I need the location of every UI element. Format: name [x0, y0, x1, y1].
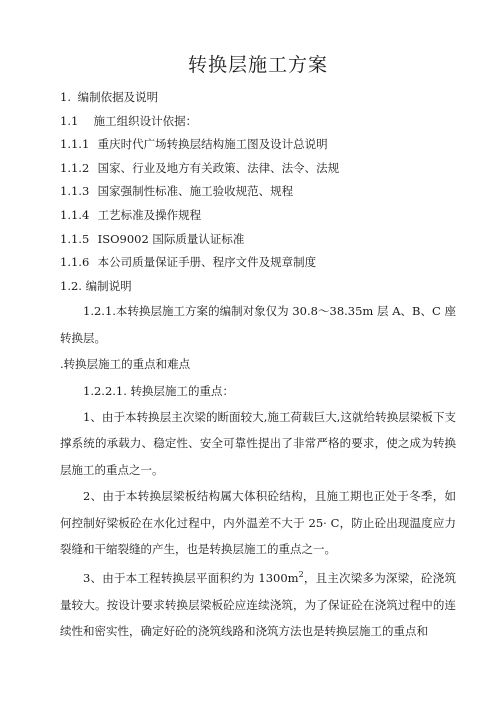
- item-number: 1.1.5: [60, 231, 90, 246]
- item-number: 1.1.1: [60, 137, 90, 152]
- section-1-2-heading: 1.2. 编制说明: [60, 278, 132, 293]
- item-number: 1.1.6: [60, 255, 90, 270]
- item-text: 本公司质量保证手册、程序文件及规章制度: [97, 255, 317, 270]
- point-3-text-rest: ，且主次梁多为深梁，砼浇筑量较大。按设计要求转换层梁板砼应连续浇筑，为了保证砼在浇筑过程中的连续性和密实性，确定好砼的浇筑线路和浇筑方法也是转换层施工的重点和: [60, 571, 456, 639]
- item-text: 国家、行业及地方有关政策、法律、法令、法规: [97, 160, 340, 175]
- item-text: 重庆时代广场转换层结构施工图及设计总说明: [97, 137, 328, 152]
- item-text: ISO9002 国际质量认证标准: [97, 231, 245, 246]
- point-paragraph-1: 1、由于本转换层主次梁的断面较大,施工荷载巨大,这就给转换层梁板下支撑系统的承载力、稳定性、安全可靠性提出了非常严格的要求，使之成为转换层施工的重点之一。: [60, 409, 456, 477]
- superscript-2: 2: [298, 570, 304, 580]
- list-item: [60, 180, 456, 204]
- scope-paragraph: 1.2.1.本转换层施工方案的编制对象仅为 30.8～38.35m 层 A、B、C 座转换层。: [60, 304, 456, 345]
- key-points-subheading: 1.2.2.1. 转换层施工的重点：: [83, 383, 235, 398]
- list-item: [60, 251, 456, 275]
- list-item: [60, 228, 456, 252]
- item-number: 1.1.2: [60, 160, 90, 175]
- item-text: 国家强制性标准、施工验收规范、规程: [97, 184, 294, 199]
- point-paragraph-3: [60, 562, 456, 644]
- section-number: 1.1: [60, 113, 79, 128]
- section-1-heading: [60, 86, 456, 110]
- basis-list: [60, 133, 456, 275]
- point-paragraph-2: 2、由于本转换层梁板结构属大体积砼结构，且施工期也正处于冬季，如何控制好梁板砼在水化过程中，内外温差不大于 25· C，防止砼出现温度应力裂缝和干缩裂缝的产生，也是转换层施工的重点之一。: [60, 489, 456, 556]
- key-points-heading: .转换层施工的重点和难点: [60, 357, 191, 372]
- list-item: [60, 204, 456, 228]
- list-item: [60, 133, 456, 157]
- item-number: 1.1.4: [60, 207, 90, 222]
- point-3-text-start: 3、由于本工程转换层平面积约为 1300m: [83, 571, 299, 586]
- item-number: 1.1.3: [60, 184, 90, 199]
- section-number: 1.: [60, 90, 71, 104]
- section-1-1-heading: [60, 110, 456, 134]
- list-item: [60, 157, 456, 181]
- section-label: 编制依据及说明: [77, 90, 159, 104]
- document-title: 转换层施工方案: [187, 54, 328, 76]
- section-label: 施工组织设计依据：: [93, 113, 198, 128]
- item-text: 工艺标准及操作规程: [97, 207, 202, 222]
